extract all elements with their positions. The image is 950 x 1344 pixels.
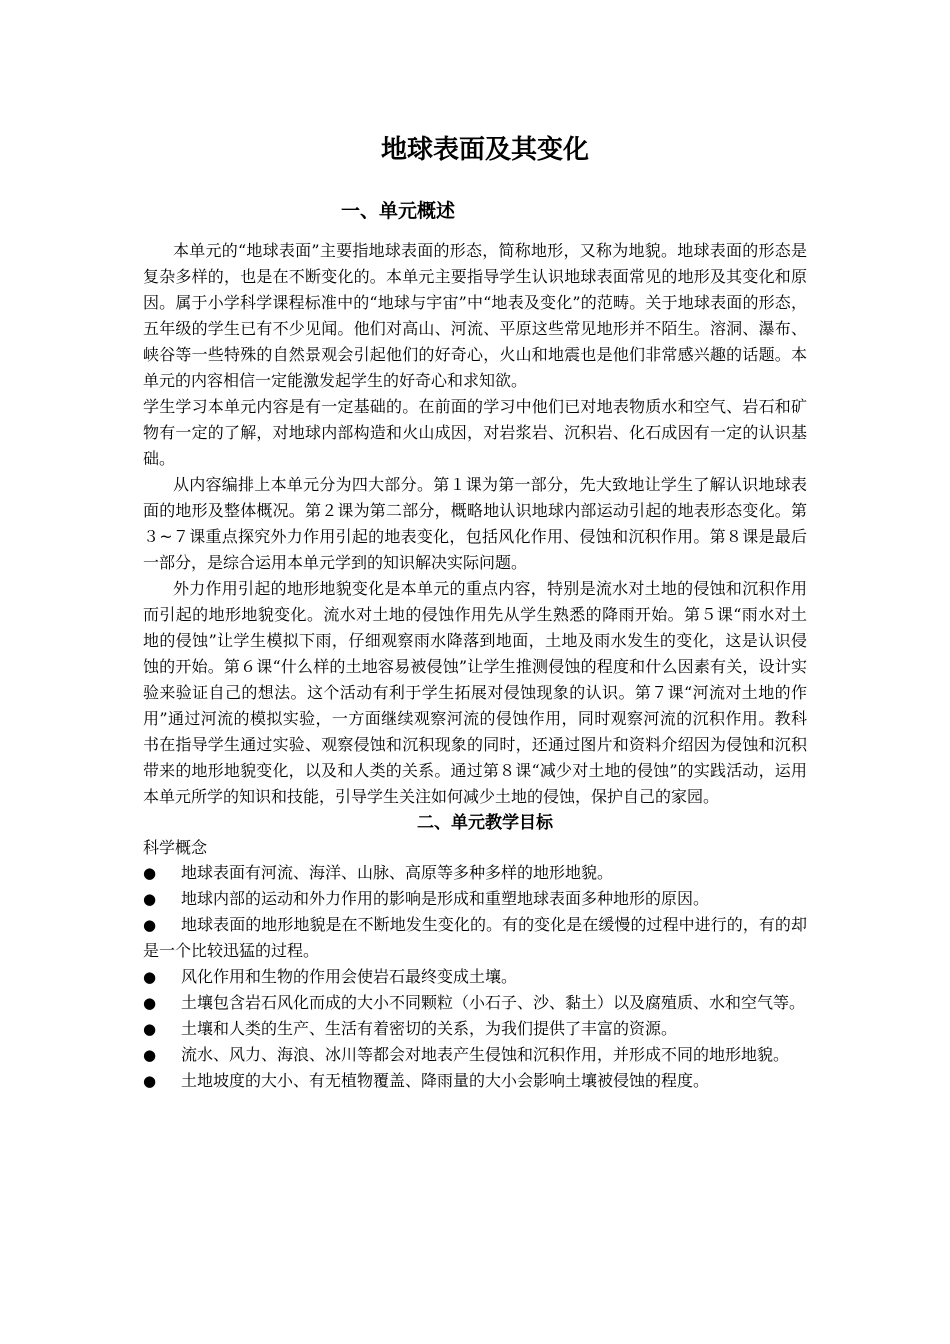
bullet-icon: ● xyxy=(143,916,157,934)
concept-list xyxy=(143,860,807,1094)
list-item xyxy=(143,886,807,912)
section-heading-overview: 一、单元概述 xyxy=(341,200,456,222)
list-item-text: 流水、风力、海浪、冰川等都会对地表产生侵蚀和沉积作用，并形成不同的地形地貌。 xyxy=(181,1045,790,1064)
list-item xyxy=(143,990,807,1016)
document-body xyxy=(143,238,807,1094)
list-item xyxy=(143,1068,807,1094)
list-item xyxy=(143,964,807,990)
bullet-icon: ● xyxy=(143,1072,157,1090)
paragraph-key-content: 外力作用引起的地形地貌变化是本单元的重点内容，特别是流水对土地的侵蚀和沉积作用而引起的地形地貌变化。流水对土地的侵蚀作用先从学生熟悉的降雨开始。第５课“雨水对土地的侵蚀”让学生模拟下雨，仔细观察雨水降落到地面，土地及雨水发生的变化，这是认识侵蚀的开始。第６课“什么样的土地容易被侵蚀”让学生推测侵蚀的程度和什么因素有关，设计实验来验证自己的想法。这个活动有利于学生拓展对侵蚀现象的认识。第７课“河流对土地的作用”通过河流的模拟实验，一方面继续观察河流的侵蚀作用，同时观察河流的沉积作用。教科书在指导学生通过实验、观察侵蚀和沉积现象的同时，还通过图片和资料介绍因为侵蚀和沉积带来的地形地貌变化，以及和人类的关系。通过第８课“减少对土地的侵蚀”的实践活动，运用本单元所学的知识和技能，引导学生关注如何减少土地的侵蚀，保护自己的家园。 xyxy=(143,579,807,806)
list-item xyxy=(143,1042,807,1068)
list-item xyxy=(143,1016,807,1042)
list-item-text: 地球表面有河流、海洋、山脉、高原等多种多样的地形地貌。 xyxy=(181,863,614,882)
list-item-text: 土地坡度的大小、有无植物覆盖、降雨量的大小会影响土壤被侵蚀的程度。 xyxy=(181,1071,710,1090)
list-item-text: 土壤包含岩石风化而成的大小不同颗粒（小石子、沙、黏土）以及腐殖质、水和空气等。 xyxy=(181,993,806,1012)
paragraph-structure: 从内容编排上本单元分为四大部分。第１课为第一部分，先大致地让学生了解认识地球表面的地形及整体概况。第２课为第二部分，概略地认识地球内部运动引起的地表形态变化。第３~７课重点探究外力作用引起的地表变化，包括风化作用、侵蚀和沉积作用。第８课是最后一部分，是综合运用本单元学到的知识解决实际问题。 xyxy=(143,475,807,572)
paragraph-prior-knowledge: 学生学习本单元内容是有一定基础的。在前面的学习中他们已对地表物质水和空气、岩石和矿物有一定的了解，对地球内部构造和火山成因，对岩浆岩、沉积岩、化石成因有一定的认识基础。 xyxy=(143,397,807,468)
bullet-icon: ● xyxy=(143,994,157,1012)
list-item-text: 土壤和人类的生产、生活有着密切的关系，为我们提供了丰富的资源。 xyxy=(181,1019,678,1038)
section-heading-objectives: 二、单元教学目标 xyxy=(417,813,553,833)
bullet-icon: ● xyxy=(143,890,157,908)
bullet-icon: ● xyxy=(143,968,157,986)
paragraph-intro: 本单元的“地球表面”主要指地球表面的形态，简称地形，又称为地貌。地球表面的形态是复杂多样的，也是在不断变化的。本单元主要指导学生认识地球表面常见的地形及其变化和原因。属于小学科学课程标准中的“地球与宇宙”中“地表及变化”的范畴。关于地球表面的形态，五年级的学生已有不少见闻。他们对高山、河流、平原这些常见地形并不陌生。溶洞、瀑布、峡谷等一些特殊的自然景观会引起他们的好奇心，火山和地震也是他们非常感兴趣的话题。本单元的内容相信一定能激发起学生的好奇心和求知欲。 xyxy=(143,241,807,390)
list-item xyxy=(143,912,807,964)
list-item-text: 地球表面的地形地貌是在不断地发生变化的。有的变化是在缓慢的过程中进行的，有的却是一个比较迅猛的过程。 xyxy=(143,915,807,960)
list-item xyxy=(143,860,807,886)
bullet-icon: ● xyxy=(143,1046,157,1064)
bullet-icon: ● xyxy=(143,864,157,882)
subheading-science-concepts: 科学概念 xyxy=(143,838,208,857)
document-title: 地球表面及其变化 xyxy=(380,135,589,165)
list-item-text: 地球内部的运动和外力作用的影响是形成和重塑地球表面多种地形的原因。 xyxy=(181,889,710,908)
bullet-icon: ● xyxy=(143,1020,157,1038)
list-item-text: 风化作用和生物的作用会使岩石最终变成土壤。 xyxy=(181,967,518,986)
